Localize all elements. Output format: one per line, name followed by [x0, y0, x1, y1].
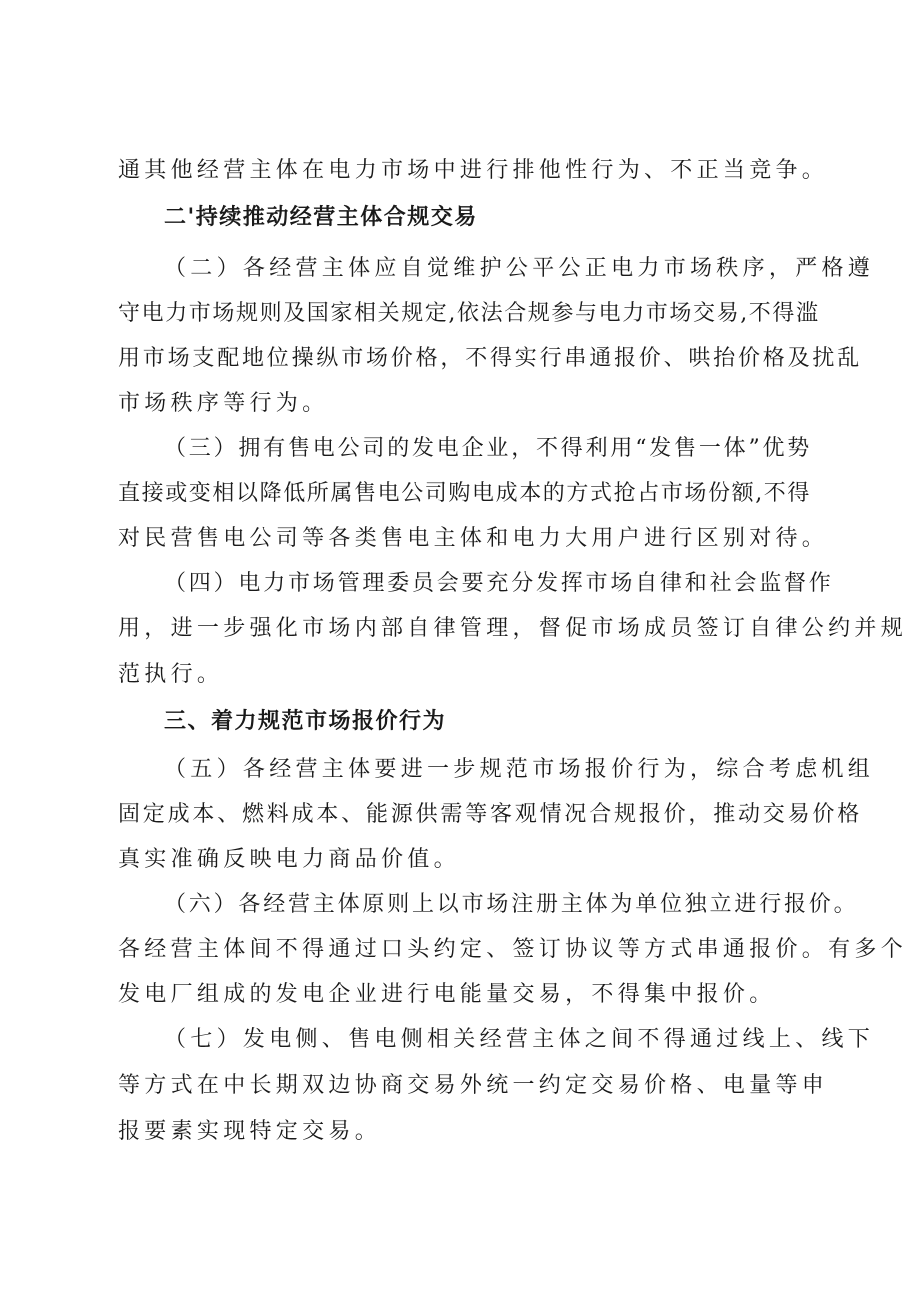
section-heading-3: 三、着力规范市场报价行为	[164, 709, 447, 734]
paragraph-line: 用市场支配地位操纵市场价格，不得实行串通报价、哄抬价格及扰乱	[118, 346, 863, 371]
paragraph-line: 市场秩序等行为。	[118, 391, 329, 416]
section-heading-2: 二'持续推动经营主体合规交易	[164, 205, 478, 230]
paragraph-line: （七）发电侧、售电侧相关经营主体之间不得通过线上、线下	[164, 1027, 875, 1052]
paragraph-line: 直接或变相以降低所属售电公司购电成本的方式抢占市场份额,不得	[118, 481, 811, 506]
paragraph-line: 用，进一步强化市场内部自律管理，督促市场成员签订自律公约并规	[118, 616, 908, 641]
paragraph-line: 等方式在中长期双边协商交易外统一约定交易价格、电量等申	[118, 1073, 829, 1098]
paragraph-line: 真实准确反映电力商品价值。	[118, 847, 460, 872]
paragraph-line: 范执行。	[118, 662, 224, 687]
paragraph-line: 守电力市场规则及国家相关规定,依法合规参与电力市场交易,不得滥	[118, 301, 820, 326]
paragraph-line: 发电厂组成的发电企业进行电能量交易，不得集中报价。	[118, 982, 776, 1007]
paragraph-line: 对民营售电公司等各类售电主体和电力大用户进行区别对待。	[118, 526, 829, 551]
paragraph-line: 通其他经营主体在电力市场中进行排他性行为、不正当竞争。	[118, 158, 829, 183]
paragraph-line: 固定成本、燃料成本、能源供需等客观情况合规报价，推动交易价格	[118, 802, 863, 827]
paragraph-line: （六）各经营主体原则上以市场注册主体为单位独立进行报价。	[164, 892, 859, 917]
paragraph-line: （二）各经营主体应自觉维护公平公正电力市场秩序，严格遵	[164, 256, 875, 281]
paragraph-line: 各经营主体间不得通过口头约定、签订协议等方式串通报价。有多个	[118, 937, 908, 962]
paragraph-line: （五）各经营主体要进一步规范市场报价行为，综合考虑机组	[164, 757, 875, 782]
paragraph-line: （四）电力市场管理委员会要充分发挥市场自律和社会监督作	[164, 571, 834, 596]
paragraph-line: 报要素实现特定交易。	[118, 1119, 382, 1144]
paragraph-line: （三）拥有售电公司的发电企业，不得利用“发售一体”优势	[164, 436, 813, 461]
